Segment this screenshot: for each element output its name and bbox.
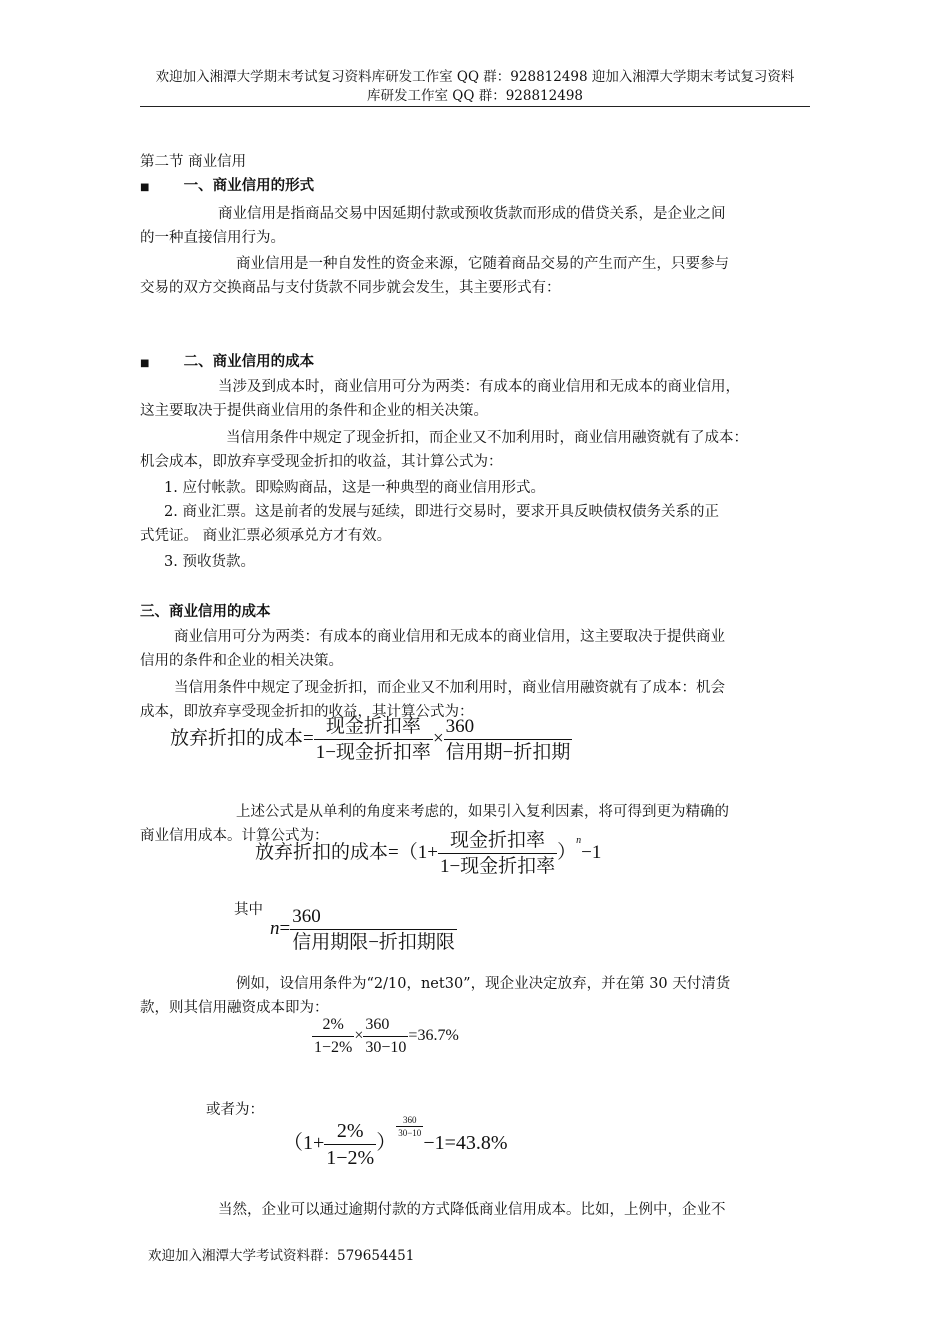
para-8-line-1: 例如，设信用条件为“2/10，net30”，现企业决定放弃，并在第 30 天付清货: [236, 976, 731, 992]
para-5-line-2: 信用的条件和企业的相关决策。: [140, 653, 343, 669]
heading-cost: [140, 350, 314, 376]
formula-4-fraction-2: [363, 1014, 408, 1059]
formula-5-fraction: [324, 1118, 376, 1171]
header-line-2: 库研发工作室 QQ 群：928812498: [366, 88, 584, 104]
formula-n-definition: [270, 904, 457, 955]
formula-example-compound: [283, 1115, 508, 1171]
formula-1-denominator-1: 1−现金折扣率: [314, 739, 433, 765]
formula-example-simple: [312, 1014, 459, 1059]
formula-4-denominator-1: 1−2%: [312, 1036, 354, 1059]
formula-4-numerator-1: 2%: [322, 1016, 344, 1033]
formula-1-numerator-1: 现金折扣率: [325, 716, 421, 737]
para-4-line-1: 当信用条件中规定了现金折扣，而企业又不加利用时，商业信用融资就有了成本：: [226, 430, 748, 446]
para-7-line-2: 商业信用成本。计算公式为：: [140, 828, 329, 844]
formula-5-denominator: 1−2%: [324, 1144, 376, 1171]
bullet-icon: ■: [140, 358, 150, 369]
where-label: 其中: [234, 902, 263, 918]
formula-5-exponent-numerator: 360: [403, 1115, 417, 1125]
para-1-line-1: 商业信用是指商品交易中因延期付款或预收货款而形成的借贷关系，是企业之间: [218, 206, 726, 222]
formula-3-denominator: 信用期限−折扣期限: [290, 929, 457, 955]
formula-3-eq: =: [279, 917, 291, 939]
page-header: [140, 68, 810, 106]
formula-2-tail: −1: [581, 841, 602, 863]
header-line-1: 欢迎加入湘潭大学期末考试复习资料库研发工作室 QQ 群：928812498 迎加入湘潭大学期末考试复习资料: [155, 69, 795, 85]
formula-5-result: −1=43.8%: [423, 1132, 508, 1155]
list-item-2-line-1: 2. 商业汇票。这是前者的发展与延续，即进行交易时，要求开具反映债权债务关系的正: [164, 504, 719, 520]
formula-4-fraction-1: [312, 1014, 354, 1059]
para-3-line-1: 当涉及到成本时，商业信用可分为两类：有成本的商业信用和无成本的商业信用，: [218, 379, 740, 395]
heading-cost-3: 三、商业信用的成本: [140, 603, 271, 620]
formula-2-denominator: 1−现金折扣率: [438, 853, 557, 879]
formula-1-lhs: 放弃折扣的成本=: [170, 727, 314, 749]
heading-forms-text: 一、商业信用的形式: [183, 177, 315, 194]
formula-5-close: ）: [376, 1132, 397, 1155]
formula-2-close: ）: [557, 841, 577, 863]
formula-3-n: n: [270, 917, 280, 939]
formula-simple-cost: [170, 714, 572, 765]
formula-4-denominator-2: 30−10: [363, 1036, 408, 1059]
para-3-line-2: 这主要取决于提供商业信用的条件和企业的相关决策。: [140, 403, 488, 419]
formula-2-fraction: [438, 828, 557, 879]
header-rule: [140, 106, 810, 107]
formula-5-exponent: [396, 1114, 423, 1139]
formula-compound-cost: [255, 828, 601, 879]
formula-1-fraction-1: [314, 714, 433, 765]
para-7-line-1: 上述公式是从单利的角度来考虑的，如果引入复利因素，将可得到更为精确的: [236, 804, 729, 820]
para-6-line-1: 当信用条件中规定了现金折扣，而企业又不加利用时，商业信用融资就有了成本：机会: [174, 680, 725, 696]
formula-3-fraction: [290, 904, 457, 955]
para-9: 当然，企业可以通过逾期付款的方式降低商业信用成本。比如，上例中，企业不: [218, 1202, 726, 1218]
heading-cost-text: 二、商业信用的成本: [183, 353, 315, 370]
formula-1-fraction-2: [444, 714, 573, 765]
list-item-3: 3. 预收货款。: [164, 554, 255, 570]
para-6-line-2: 成本，即放弃享受现金折扣的收益，其计算公式为：: [140, 704, 474, 720]
para-5-line-1: 商业信用可分为两类：有成本的商业信用和无成本的商业信用，这主要取决于提供商业: [174, 629, 725, 645]
bullet-icon: ■: [140, 182, 150, 193]
formula-4-numerator-2: 360: [365, 1016, 390, 1033]
para-1-line-2: 的一种直接信用行为。: [140, 230, 285, 246]
formula-1-denominator-2: 信用期−折扣期: [444, 739, 573, 765]
para-8-line-2: 款，则其信用融资成本即为：: [140, 1000, 329, 1016]
formula-2-exponent: n: [576, 835, 582, 846]
formula-5-exponent-denominator: 30−10: [398, 1128, 422, 1138]
list-item-2-line-2: 式凭证。 商业汇票必须承兑方才有效。: [140, 528, 392, 544]
section-title: 第二节 商业信用: [140, 154, 247, 170]
formula-4-times: ×: [354, 1027, 364, 1045]
formula-4-result: =36.7%: [408, 1027, 459, 1045]
formula-2-lhs: 放弃折扣的成本=（1+: [255, 841, 438, 863]
formula-2-numerator: 现金折扣率: [450, 830, 546, 851]
para-4-line-2: 机会成本，即放弃享受现金折扣的收益，其计算公式为：: [140, 454, 503, 470]
formula-3-numerator: 360: [292, 906, 321, 927]
para-2-line-1: 商业信用是一种自发性的资金来源，它随着商品交易的产生而产生，只要参与: [236, 256, 729, 272]
formula-1-times: ×: [432, 727, 444, 749]
page-footer: 欢迎加入湘潭大学考试资料群：579654451: [148, 1248, 415, 1264]
formula-5-open: （1+: [283, 1132, 325, 1155]
para-2-line-2: 交易的双方交换商品与支付货款不同步就会发生，其主要形式有：: [140, 280, 561, 296]
heading-forms: [140, 174, 314, 200]
formula-1-numerator-2: 360: [445, 716, 475, 737]
or-label: 或者为：: [206, 1102, 264, 1118]
formula-5-numerator: 2%: [336, 1120, 364, 1142]
list-item-1: 1. 应付帐款。即赊购商品，这是一种典型的商业信用形式。: [164, 480, 545, 496]
